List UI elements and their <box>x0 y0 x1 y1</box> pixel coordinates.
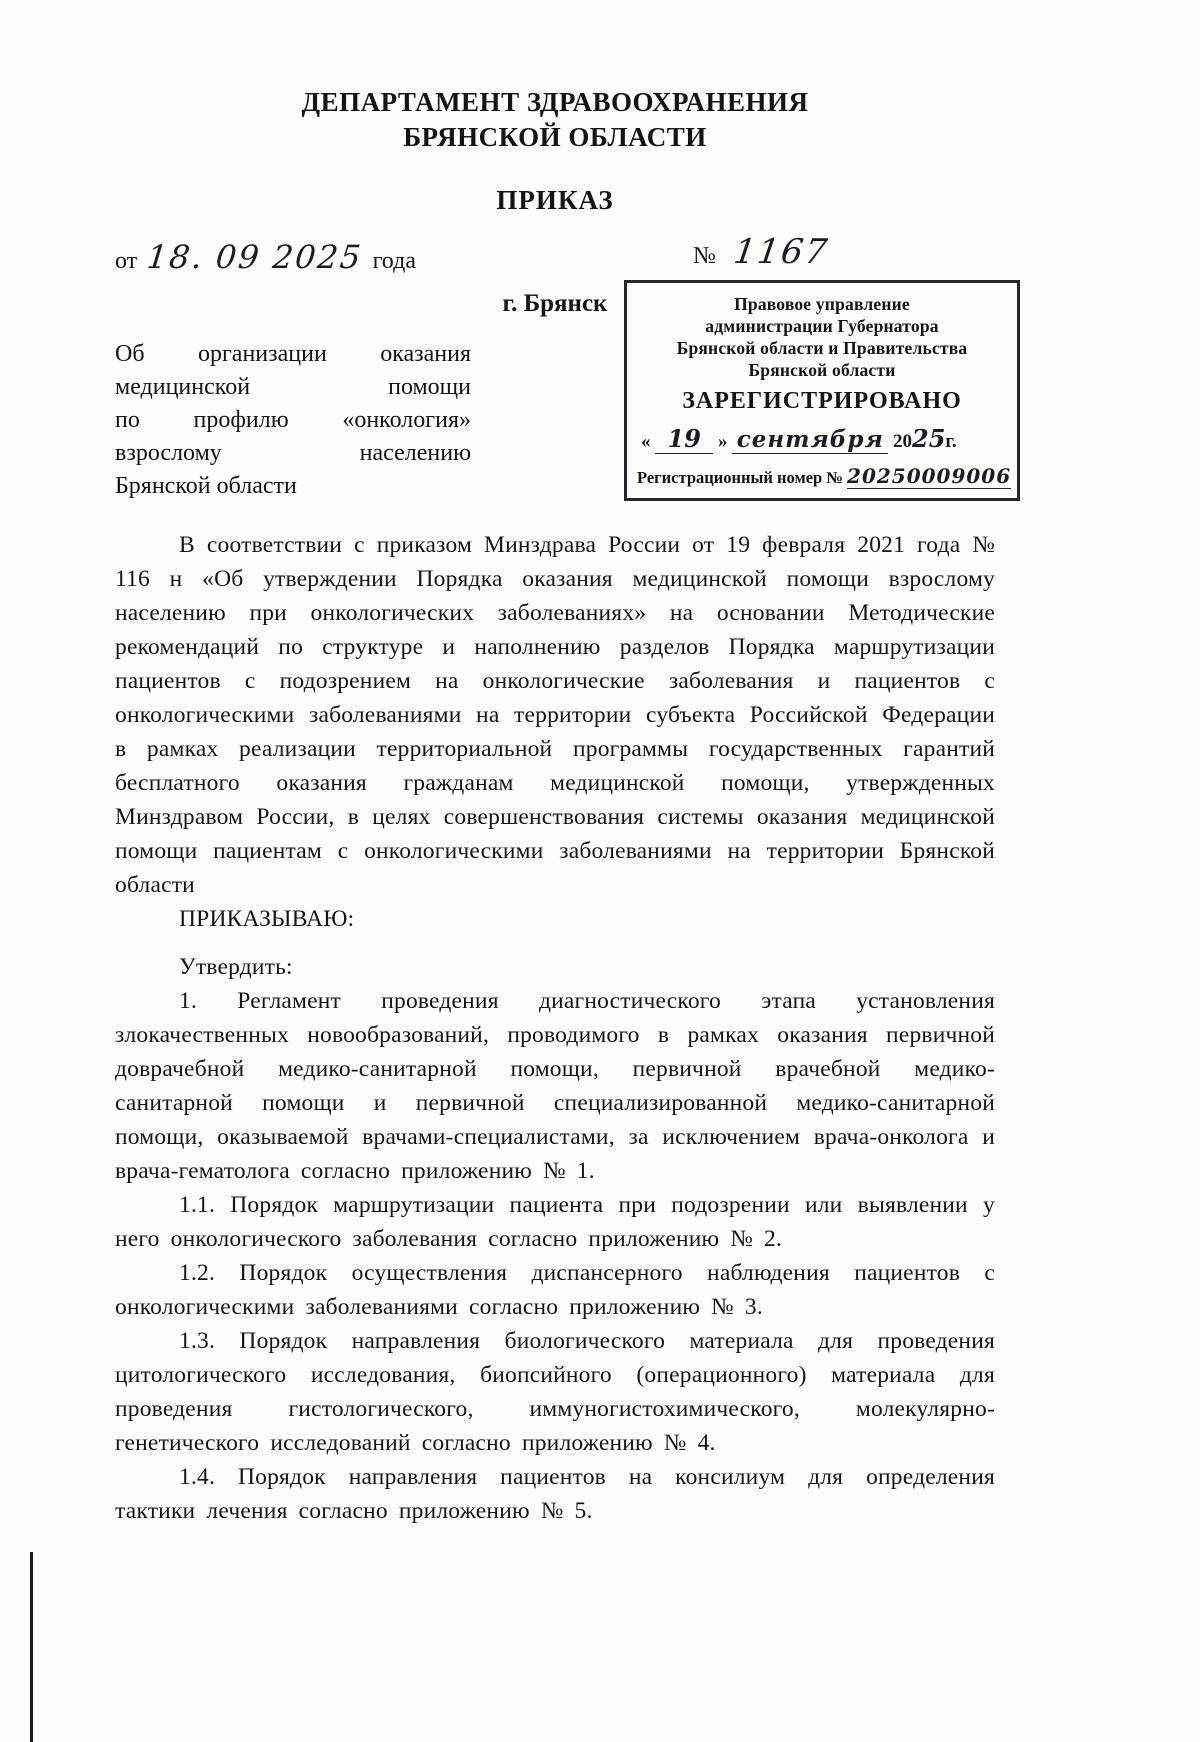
stamp-registration-number-line <box>637 464 1012 488</box>
body-paragraph-1: В соответствии с приказом Минздрава России от 19 февраля 2021 года № 116 н «Об утверждении Порядка оказания медицинской помощи взрослому населению при онкологических заболеваниях» на основании Методические рекомендаций по структуре и наполнению разделов Порядка маршрутизации пациентов с подозрением на онкологические заболевания и пациентов с онкологическими заболеваниями на территории субъекта Российской Федерации в рамках реализации территориальной программы государственных гарантий бесплатного оказания гражданам медицинской помощи, утвержденных Минздравом России, в целях совершенствования системы оказания медицинской помощи пациентам с онкологическими заболеваниями на территории Брянской области <box>115 532 995 898</box>
approve-line: Утвердить: <box>179 954 293 980</box>
doc-type-title: ПРИКАЗ <box>496 185 614 215</box>
subject-line: медицинской помощи <box>115 374 471 400</box>
subject-line: Об организации оказания <box>115 341 471 367</box>
handwritten-stamp-day: 19 <box>655 424 713 454</box>
quote-close: » <box>718 431 728 452</box>
body-item-1-2: 1.2. Порядок осуществления диспансерного наблюдения пациентов с онкологическими заболеваниями согласно приложению № 3. <box>115 1260 995 1320</box>
subject-line: Брянской области <box>115 473 297 499</box>
date-number-row <box>115 232 995 278</box>
number-label: № <box>693 243 716 269</box>
scan-artifact-line <box>30 1552 33 1742</box>
stamp-year-suffix: г. <box>945 431 957 452</box>
handwritten-stamp-year: 25 <box>912 424 946 453</box>
stamp-date-line <box>637 424 1007 454</box>
city-label: г. Брянск <box>502 290 608 317</box>
body-item-1: 1. Регламент проведения диагностического этапа установления злокачественных новообразований, проводимого в рамках оказания первичной доврачебной медико-санитарной помощи, первичной врачебной медико-санитарной помощи и первичной специализированной медико-санитарной помощи, оказываемой врачами-специалистами, за исключением врача-онколога и врача-гематолога согласно приложению № 1. <box>115 988 995 1184</box>
stamp-org-line4: Брянской области <box>748 360 896 380</box>
date-line <box>115 238 416 276</box>
stamp-registered-label: ЗАРЕГИСТРИРОВАНО <box>682 388 962 414</box>
org-name-line1: ДЕПАРТАМЕНТ ЗДРАВООХРАНЕНИЯ <box>301 87 809 117</box>
handwritten-stamp-month: сентября <box>732 426 888 454</box>
stamp-org-line2: администрации Губернатора <box>705 316 939 336</box>
body-item-1-1: 1.1. Порядок маршрутизации пациента при подозрении или выявлении у него онкологического заболевания согласно приложению № 2. <box>115 1192 995 1252</box>
org-header <box>115 85 995 155</box>
body-item-1-3: 1.3. Порядок направления биологического материала для проведения цитологического исследования, биопсийного (операционного) материала для проведения гистологического, иммуногистохимического, молекулярно-генетического исследований согласно приложению № 4. <box>115 1328 995 1456</box>
registration-stamp <box>624 280 1020 501</box>
stamp-year-prefix: 20 <box>893 431 912 452</box>
date-prefix: от <box>115 248 138 274</box>
stamp-org-line1: Правовое управление <box>734 294 910 314</box>
city-stamp-area <box>115 288 1012 504</box>
handwritten-reg-number: 20250009006 <box>847 464 1012 488</box>
date-suffix: года <box>372 248 416 274</box>
reg-number-label: Регистрационный номер № <box>637 468 843 487</box>
order-word: ПРИКАЗЫВАЮ: <box>179 906 355 932</box>
body-item-1-4: 1.4. Порядок направления пациентов на консилиум для определения тактики лечения согласно приложению № 5. <box>115 1464 995 1524</box>
document-body <box>115 528 995 1528</box>
doc-number-group <box>693 232 832 272</box>
subject-block <box>115 338 471 503</box>
quote-open: « <box>641 431 651 452</box>
handwritten-number: 1167 <box>731 232 832 272</box>
stamp-org-line3: Брянской области и Правительства <box>676 338 968 358</box>
handwritten-date: 18. 09 2025 <box>145 238 365 276</box>
subject-line: взрослому населению <box>115 440 471 466</box>
subject-line: по профилю «онкология» <box>115 407 471 433</box>
org-name-line2: БРЯНСКОЙ ОБЛАСТИ <box>403 122 707 152</box>
